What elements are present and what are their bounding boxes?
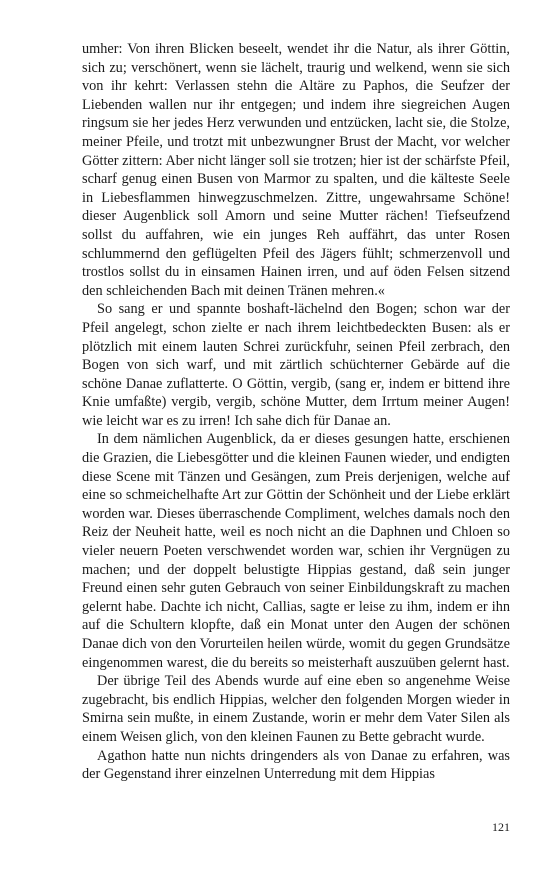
page-body bbox=[82, 40, 510, 784]
paragraph-5: Agathon hatte nun nichts dringenders als von Danae zu erfahren, was der Gegenstand ihrer einzelnen Unterredung mit dem Hippias bbox=[82, 747, 510, 783]
paragraph-2: So sang er und spannte boshaft-lächelnd den Bogen; schon war der Pfeil angelegt, schon zielte er nach ihrem leichtbedeckten Busen: als er plötzlich mit einem lauten Schrei zurückfuhr, seinen Pfeil zerbrach, den Bogen von sich warf, und mit zärtlich schüchterner Gebärde auf die schöne Danae zuflatterte. O Göttin, vergib, (sang er, indem er bittend ihre Knie umfaßte) vergib, vergib, schöne Mutter, dem Irrtum meiner Augen! wie leicht war es zu irren! Ich sahe dich für Danae an. bbox=[82, 301, 510, 429]
paragraph-1: umher: Von ihren Blicken beseelt, wendet ihr die Natur, als ihrer Göttin, sich zu; verschönert, wenn sie lächelt, traurig und welkend, wenn sie sich von ihr kehrt: Verlassen stehn die Altäre zu Paphos, die Seufzer der Liebenden wallen nur ihr entgegen; und indem ihre siegreichen Augen ringsum sie her jedes Herz verwunden und entzücken, lacht sie, die Stolze, meiner Pfeile, und trotzt mit unbezwungner Brust der Macht, vor welcher Götter zittern: Aber nicht länger soll sie trotzen; hier ist der schärfste Pfeil, scharf genug einen Busen von Marmor zu spalten, und die kälteste Seele in Liebesflammen hinwegzuschmelzen. Zittre, ungewahrsame Schöne! dieser Augenblick soll Amorn und seine Mutter rächen! Tiefseufzend sollst du auffahren, wie ein junges Reh auffährt, das unter Rosen schlummernd den geflügelten Pfeil des Jägers fühlt; schmerzenvoll und trostlos sollst du in einsamen Hainen irren, und auf öden Felsen sitzend den schleichenden Bach mit deinen Tränen mehren.« bbox=[82, 41, 510, 299]
paragraph-3: In dem nämlichen Augenblick, da er dieses gesungen hatte, erschienen die Grazien, die Liebesgötter und die kleinen Faunen wieder, und endigten diese Scene mit Tänzen und Gesängen, zum Preis derjenigen, welche auf eine so schmeichelhafte Art zur Göttin der Schönheit und der Liebe erklärt worden war. Dieses überraschende Compliment, welches damals noch den Reiz der Neuheit hatte, weil es noch nicht an die Daphnen und Chloen so vieler neuern Poeten verschwendet worden war, schien ihr Vergnügen zu machen; und der doppelt belustigte Hippias gestand, daß sein junger Freund einen sehr guten Gebrauch von seiner Einbildungskraft zu machen gelernt habe. Dachte ich nicht, Callias, sagte er leise zu ihm, indem er ihn auf die Schultern klopfte, daß ein Monat unter den Augen der schönen Danae dich von den Vorurteilen heilen würde, womit du gegen Grundsätze eingenommen warest, die du bereits so meisterhaft auszuüben gelernt hast. bbox=[82, 431, 510, 671]
paragraph-4: Der übrige Teil des Abends wurde auf eine eben so angenehme Weise zugebracht, bis endlich Hippias, welcher den folgenden Morgen wieder in Smirna sein mußte, in einem Zustande, worin er mehr dem Vater Silen als einem Weisen glich, von den kleinen Faunen zu Bette gebracht wurde. bbox=[82, 673, 510, 745]
page-number: 121 bbox=[492, 820, 510, 834]
